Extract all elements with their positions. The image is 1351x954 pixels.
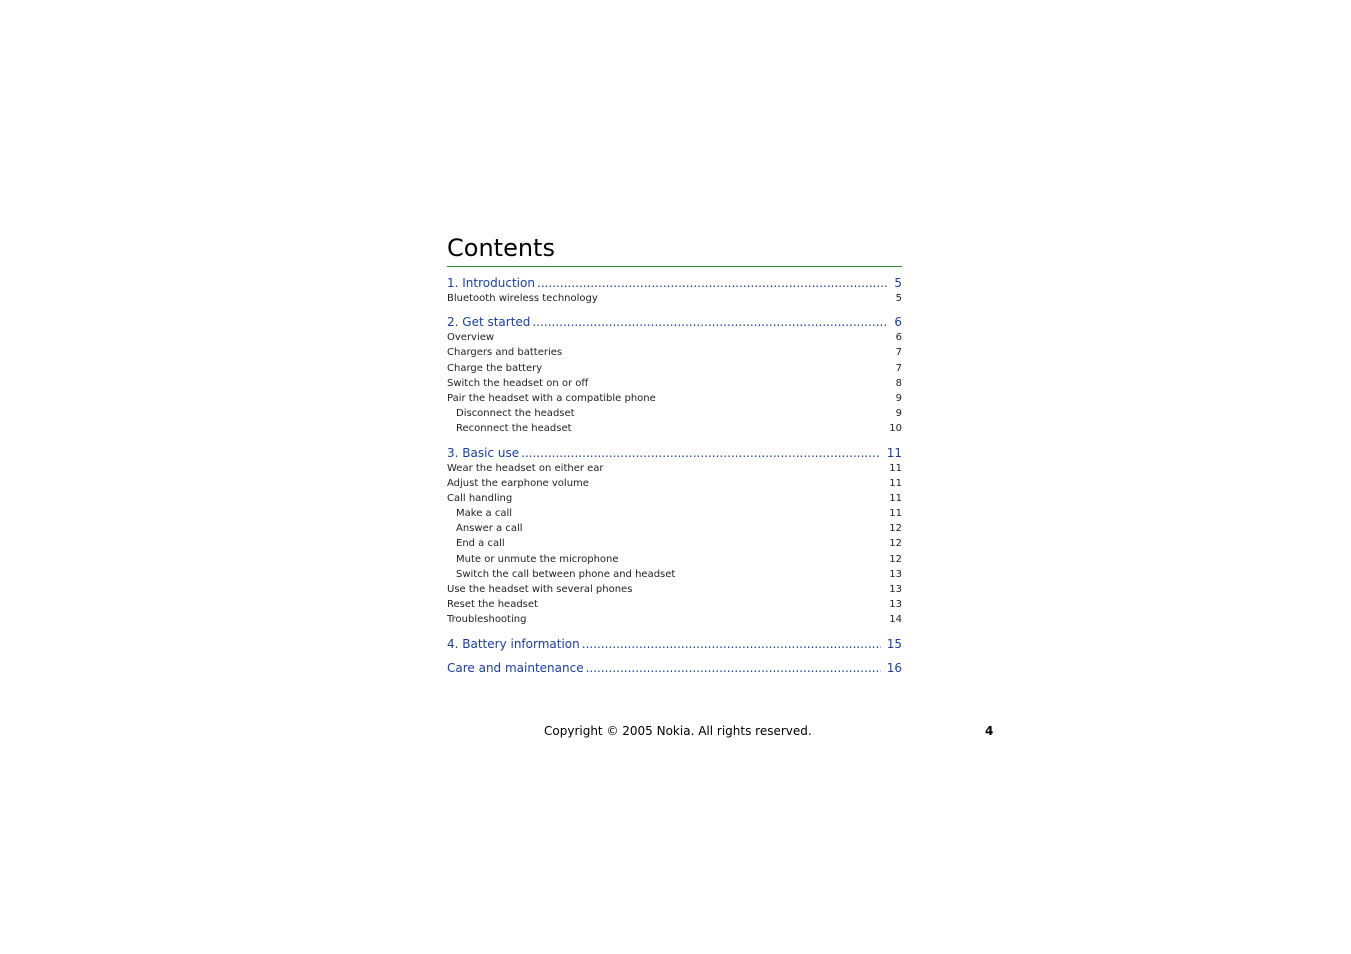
dot-leader [658, 396, 894, 401]
toc-entry-page: 5 [894, 276, 902, 290]
toc-entry-label: 1. Introduction [447, 276, 535, 290]
dot-leader [677, 572, 887, 577]
toc-entry-label: Switch the headset on or off [447, 377, 589, 389]
toc-entry-page: 12 [889, 523, 902, 535]
toc-section-entry[interactable] [447, 506, 902, 521]
dot-leader [514, 496, 887, 501]
dot-leader [544, 366, 893, 371]
toc-entry-label: Troubleshooting [447, 614, 527, 626]
toc-entry-label: Pair the headset with a compatible phone [447, 392, 656, 404]
page-title: Contents [447, 234, 555, 262]
toc-chapter-entry[interactable] [447, 660, 902, 676]
toc-entry-page: 7 [895, 347, 902, 359]
toc-chapter-entry[interactable] [447, 445, 902, 461]
dot-leader [590, 381, 893, 386]
toc-entry-page: 15 [886, 636, 902, 651]
toc-section-entry[interactable] [447, 461, 902, 476]
toc-entry-page: 16 [886, 660, 902, 675]
dot-leader [564, 350, 894, 355]
toc-entry-label: Adjust the earphone volume [447, 477, 589, 489]
toc-entry-page: 13 [889, 568, 902, 580]
toc-entry-label: Answer a call [456, 523, 523, 535]
toc-section-entry[interactable] [447, 406, 902, 421]
toc-entry-page: 11 [889, 508, 902, 520]
toc-chapter-entry[interactable] [447, 275, 902, 291]
dot-leader [496, 335, 894, 340]
toc-entry-label: Reset the headset [447, 599, 538, 611]
dot-leader [532, 314, 888, 326]
toc-entry-label: Reconnect the headset [456, 423, 572, 435]
toc-entry-label: Wear the headset on either ear [447, 462, 604, 474]
toc-section-entry[interactable] [447, 536, 902, 551]
dot-leader [606, 466, 888, 471]
dot-leader [525, 526, 888, 531]
toc-entry-label: 4. Battery information [447, 636, 580, 651]
dot-leader [521, 445, 881, 457]
toc-entry-label: Use the headset with several phones [447, 584, 633, 595]
toc-entry-page: 9 [895, 392, 902, 404]
title-rule [447, 266, 902, 267]
toc-entry-label: 3. Basic use [447, 445, 520, 460]
toc-list [447, 275, 902, 676]
toc-entry-label: Make a call [456, 508, 513, 520]
toc-section-entry[interactable] [447, 552, 902, 567]
toc-entry-page: 9 [895, 408, 902, 420]
dot-leader [586, 660, 881, 672]
toc-entry-page: 13 [889, 584, 902, 595]
toc-entry-page: 14 [889, 614, 902, 626]
toc-entry-label: Chargers and batteries [447, 347, 563, 359]
dot-leader [591, 481, 887, 486]
toc-entry-page: 13 [889, 599, 902, 611]
toc-section-entry[interactable] [447, 361, 902, 376]
toc-section-entry[interactable] [447, 476, 902, 491]
dot-leader [634, 587, 887, 592]
toc-entry-label: Charge the battery [447, 362, 543, 374]
toc-entry-page: 8 [895, 377, 902, 389]
toc-section-entry[interactable] [447, 491, 902, 506]
toc-entry-label: Call handling [447, 492, 513, 504]
toc-section-entry[interactable] [447, 521, 902, 536]
dot-leader [621, 557, 888, 562]
toc-entry-label: 2. Get started [447, 315, 531, 330]
toc-entry-page: 11 [886, 445, 902, 460]
toc-entry-page: 11 [889, 462, 902, 474]
copyright-notice: Copyright © 2005 Nokia. All rights reserved. [544, 724, 812, 738]
toc-entry-label: Switch the call between phone and headset [456, 568, 676, 580]
dot-leader [600, 296, 894, 301]
toc-section-entry[interactable] [447, 567, 902, 582]
page-number: 4 [985, 724, 994, 738]
dot-leader [528, 617, 887, 622]
toc-section-entry[interactable] [447, 421, 902, 436]
toc-section-entry[interactable] [447, 345, 902, 360]
toc-entry-page: 6 [894, 315, 902, 330]
toc-entry-page: 12 [889, 553, 902, 565]
toc-entry-label: Care and maintenance [447, 660, 584, 675]
toc-entry-label: End a call [456, 538, 505, 550]
toc-entry-page: 11 [889, 477, 902, 489]
dot-leader [540, 602, 887, 607]
toc-section-entry[interactable] [447, 391, 902, 406]
toc-entry-page: 6 [895, 332, 902, 344]
toc-entry-label: Disconnect the headset [456, 408, 575, 420]
dot-leader [582, 636, 881, 648]
dot-leader [574, 426, 888, 431]
toc-section-entry[interactable] [447, 612, 902, 627]
toc-section-entry[interactable] [447, 597, 902, 612]
toc-section-entry[interactable] [447, 376, 902, 391]
toc-entry-page: 5 [895, 293, 902, 304]
toc-entry-page: 10 [889, 423, 902, 435]
table-of-contents [447, 232, 902, 676]
toc-section-entry[interactable] [447, 291, 902, 306]
toc-entry-page: 11 [889, 492, 902, 504]
toc-section-entry[interactable] [447, 330, 902, 345]
toc-chapter-entry[interactable] [447, 636, 902, 652]
dot-leader [537, 275, 888, 287]
toc-chapter-entry[interactable] [447, 314, 902, 330]
toc-entry-page: 7 [895, 362, 902, 374]
toc-entry-page: 12 [889, 538, 902, 550]
dot-leader [514, 511, 887, 516]
toc-section-entry[interactable] [447, 582, 902, 597]
dot-leader [577, 411, 894, 416]
dot-leader [507, 541, 888, 546]
toc-entry-label: Bluetooth wireless technology [447, 293, 598, 304]
toc-entry-label: Overview [447, 332, 495, 344]
toc-entry-label: Mute or unmute the microphone [456, 553, 619, 565]
